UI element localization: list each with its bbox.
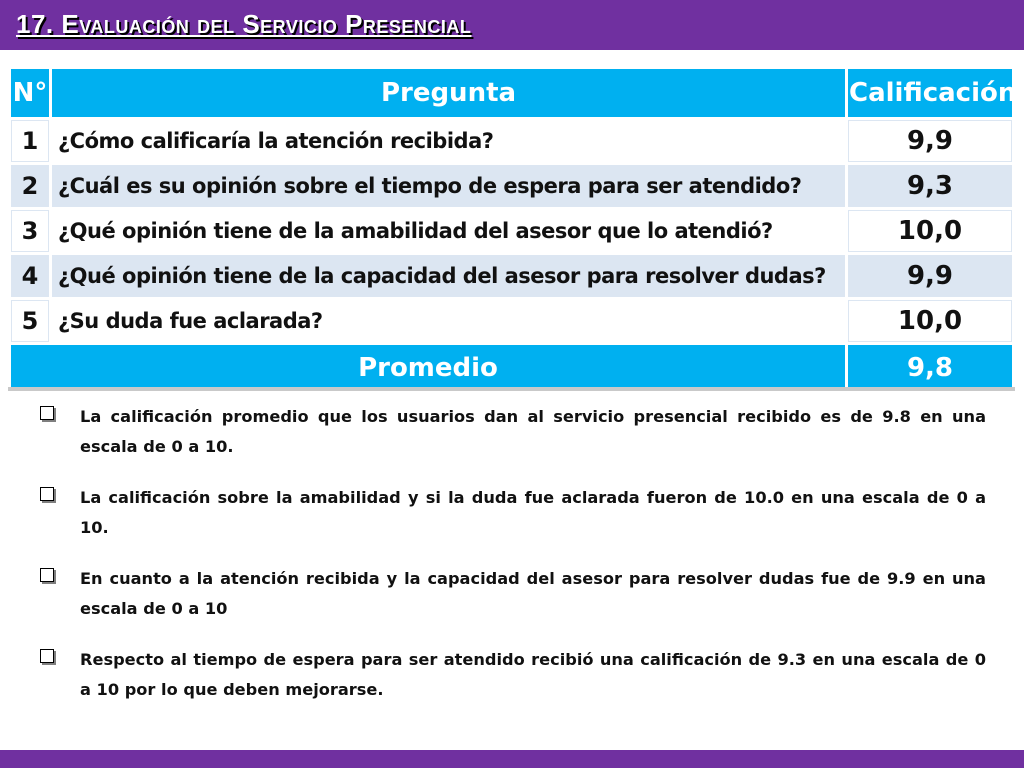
average-score: 9,8 (848, 345, 1012, 391)
bullet-list (38, 402, 986, 726)
table-header-row (11, 69, 1012, 117)
rating-table-wrapper (8, 66, 1015, 394)
bullet-text: La calificación promedio que los usuarios dan al servicio presencial recibido es de 9.8 en una escala de 0 a 10. (80, 407, 986, 456)
bullet-text: En cuanto a la atención recibida y la capacidad del asesor para resolver dudas fue de 9.9 en una escala de 0 a 10 (80, 569, 986, 618)
header-question: Pregunta (52, 69, 845, 117)
title-bar (0, 0, 1024, 50)
row-question: ¿Su duda fue aclarada? (52, 300, 845, 342)
header-number: N° (11, 69, 49, 117)
row-number: 4 (11, 255, 49, 297)
average-row (11, 345, 1012, 391)
row-number: 1 (11, 120, 49, 162)
row-number: 3 (11, 210, 49, 252)
bullet-text: Respecto al tiempo de espera para ser atendido recibió una calificación de 9.3 en una escala de 0 a 10 por lo que deben mejorarse. (80, 650, 986, 699)
table-row (11, 120, 1012, 162)
checkbox-bullet-icon (40, 406, 54, 420)
list-item (38, 402, 986, 462)
row-score: 10,0 (848, 300, 1012, 342)
row-number: 5 (11, 300, 49, 342)
table-row (11, 165, 1012, 207)
table-shadow (8, 387, 1015, 391)
row-score: 9,3 (848, 165, 1012, 207)
checkbox-bullet-icon (40, 568, 54, 582)
rating-table (8, 66, 1015, 394)
checkbox-bullet-icon (40, 649, 54, 663)
table-row (11, 210, 1012, 252)
row-score: 9,9 (848, 255, 1012, 297)
table-row (11, 300, 1012, 342)
row-score: 10,0 (848, 210, 1012, 252)
average-label: Promedio (11, 345, 845, 391)
header-score: Calificación (848, 69, 1012, 117)
row-score: 9,9 (848, 120, 1012, 162)
bottom-bar (0, 750, 1024, 768)
row-question: ¿Qué opinión tiene de la capacidad del asesor para resolver dudas? (52, 255, 845, 297)
list-item (38, 564, 986, 624)
list-item (38, 645, 986, 705)
slide-title: 17. Evaluación del Servicio Presencial (16, 9, 472, 39)
row-question: ¿Cuál es su opinión sobre el tiempo de espera para ser atendido? (52, 165, 845, 207)
bullet-text: La calificación sobre la amabilidad y si la duda fue aclarada fueron de 10.0 en una escala de 0 a 10. (80, 488, 986, 537)
table-row (11, 255, 1012, 297)
checkbox-bullet-icon (40, 487, 54, 501)
row-question: ¿Qué opinión tiene de la amabilidad del asesor que lo atendió? (52, 210, 845, 252)
row-number: 2 (11, 165, 49, 207)
list-item (38, 483, 986, 543)
row-question: ¿Cómo calificaría la atención recibida? (52, 120, 845, 162)
